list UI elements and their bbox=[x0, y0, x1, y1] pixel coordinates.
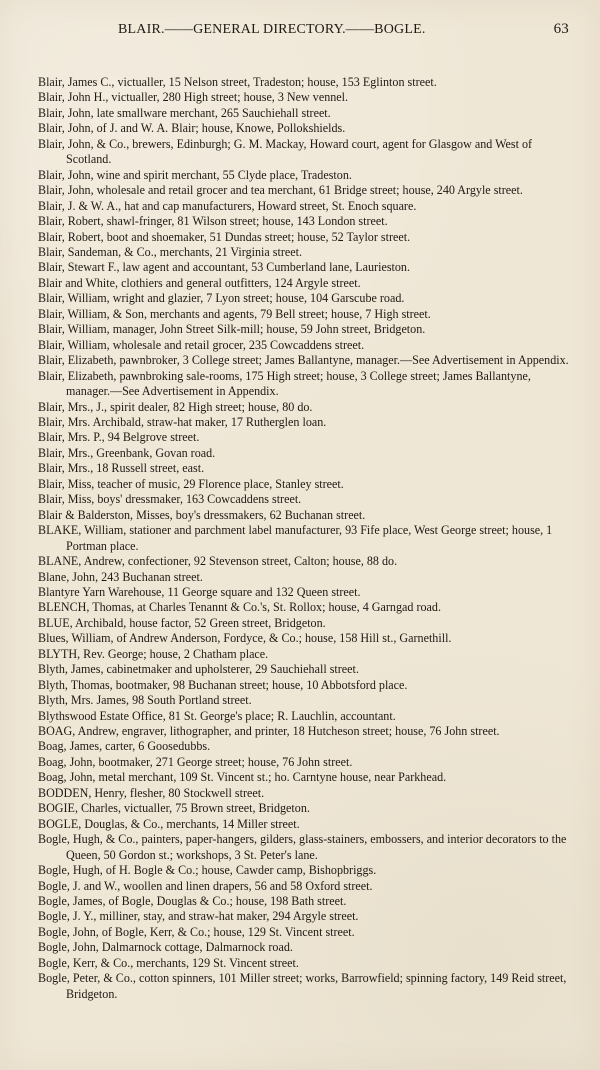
directory-entry: Blair, Miss, boys' dressmaker, 163 Cowcaddens street. bbox=[38, 492, 302, 507]
directory-entry: Blair, Elizabeth, pawnbroker, 3 College street; James Ballantyne, manager.—See Advertisement in Appendix. bbox=[38, 353, 569, 368]
directory-entry: Blair, William, manager, John Street Silk-mill; house, 59 John street, Bridgeton. bbox=[38, 322, 426, 337]
directory-entry: Blyth, Mrs. James, 98 South Portland street. bbox=[38, 693, 252, 708]
directory-entry: Blues, William, of Andrew Anderson, Fordyce, & Co.; house, 158 Hill st., Garnethill. bbox=[38, 631, 452, 646]
directory-entry: BOGIE, Charles, victualler, 75 Brown street, Bridgeton. bbox=[38, 801, 310, 816]
directory-entry: Blair, Mrs., J., spirit dealer, 82 High street; house, 80 do. bbox=[38, 399, 313, 414]
directory-entry: Blair, Robert, boot and shoemaker, 51 Dundas street; house, 52 Taylor street. bbox=[38, 229, 411, 244]
directory-entry: Blyth, Thomas, bootmaker, 98 Buchanan street; house, 10 Abbotsford place. bbox=[38, 677, 408, 692]
directory-entry: Blair, Sandeman, & Co., merchants, 21 Virginia street. bbox=[38, 244, 303, 259]
directory-entry: Bogle, John, Dalmarnock cottage, Dalmarnock road. bbox=[38, 940, 293, 955]
directory-entry: Blair, Elizabeth, pawnbroking sale-rooms, 175 High street; house, 3 College street; James Ballantyne, manager.—See Advertisement in Appendix. bbox=[38, 368, 531, 399]
directory-entry: Blane, John, 243 Buchanan street. bbox=[38, 569, 203, 584]
directory-entry: Blair, William, wholesale and retail grocer, 235 Cowcaddens street. bbox=[38, 337, 365, 352]
directory-entry: Blair & Balderston, Misses, boy's dressmakers, 62 Buchanan street. bbox=[38, 507, 366, 522]
directory-entry: Blair, John, & Co., brewers, Edinburgh; G. M. Mackay, Howard court, agent for Glasgow and West of Scotland. bbox=[38, 136, 533, 167]
directory-entry: BLAKE, William, stationer and parchment label manufacturer, 93 Fife place, West George street; house, 1 Portman place. bbox=[38, 523, 553, 553]
directory-entry: Blair, Robert, shawl-fringer, 81 Wilson street; house, 143 London street. bbox=[38, 214, 388, 229]
directory-entry: Blair, John, late smallware merchant, 265 Sauchiehall street. bbox=[38, 105, 331, 120]
directory-entry: BLENCH, Thomas, at Charles Tenannt & Co.'s, St. Rollox; house, 4 Garngad road. bbox=[38, 600, 441, 615]
directory-entry: Blair, John, of J. and W. A. Blair; house, Knowe, Pollokshields. bbox=[38, 121, 346, 136]
directory-entry: Blair, J. & W. A., hat and cap manufacturers, Howard street, St. Enoch square. bbox=[38, 198, 417, 213]
directory-entry: Blantyre Yarn Warehouse, 11 George square and 132 Queen street. bbox=[38, 584, 361, 599]
page-header bbox=[38, 20, 570, 44]
directory-entry: Bogle, James, of Bogle, Douglas & Co.; house, 198 Bath street. bbox=[38, 894, 347, 909]
directory-entry: Boag, John, metal merchant, 109 St. Vincent st.; ho. Carntyne house, near Parkhead. bbox=[38, 770, 447, 785]
directory-entry: Blair, William, wright and glazier, 7 Lyon street; house, 104 Garscube road. bbox=[38, 291, 405, 306]
directory-entry: Bogle, Peter, & Co., cotton spinners, 101 Miller street; works, Barrowfield; spinning factory, 149 Reid street, Bridgeton. bbox=[38, 971, 567, 1001]
directory-entry: Blair and White, clothiers and general outfitters, 124 Argyle street. bbox=[38, 275, 361, 290]
directory-entry: Blyth, James, cabinetmaker and upholsterer, 29 Sauchiehall street. bbox=[38, 662, 359, 677]
directory-entry: BOGLE, Douglas, & Co., merchants, 14 Miller street. bbox=[38, 816, 300, 831]
directory-entry: Blair, William, & Son, merchants and agents, 79 Bell street; house, 7 High street. bbox=[38, 306, 431, 321]
directory-entry: BLANE, Andrew, confectioner, 92 Stevenson street, Calton; house, 88 do. bbox=[38, 554, 398, 569]
directory-entries bbox=[38, 75, 570, 1002]
directory-entry: Blythswood Estate Office, 81 St. George's place; R. Lauchlin, accountant. bbox=[38, 708, 396, 723]
directory-entry: Blair, Mrs., Greenbank, Govan road. bbox=[38, 445, 216, 460]
directory-entry: Blair, John, wholesale and retail grocer and tea merchant, 61 Bridge street; house, 240 Argyle street. bbox=[38, 183, 523, 198]
directory-entry: Blair, Mrs. Archibald, straw-hat maker, 17 Rutherglen loan. bbox=[38, 414, 327, 429]
directory-entry: Blair, James C., victualler, 15 Nelson street, Tradeston; house, 153 Eglinton street. bbox=[38, 75, 437, 89]
directory-entry: Boag, James, carter, 6 Goosedubbs. bbox=[38, 739, 211, 754]
directory-entry: Boag, John, bootmaker, 271 George street; house, 76 John street. bbox=[38, 754, 353, 769]
directory-entry: Bogle, John, of Bogle, Kerr, & Co.; house, 129 St. Vincent street. bbox=[38, 924, 355, 939]
directory-entry: BLYTH, Rev. George; house, 2 Chatham place. bbox=[38, 646, 269, 661]
directory-entry: Blair, Mrs. P., 94 Belgrove street. bbox=[38, 430, 200, 445]
directory-entry: Blair, John, wine and spirit merchant, 55 Clyde place, Tradeston. bbox=[38, 167, 352, 182]
directory-entry: Bogle, J. Y., milliner, stay, and straw-hat maker, 294 Argyle street. bbox=[38, 909, 359, 924]
directory-entry: Bogle, Hugh, of H. Bogle & Co.; house, Cawder camp, Bishopbriggs. bbox=[38, 863, 377, 878]
directory-entry: Blair, John H., victualler, 280 High street; house, 3 New vennel. bbox=[38, 90, 349, 105]
page-number: 63 bbox=[553, 21, 569, 37]
running-head: BLAIR.——GENERAL DIRECTORY.——BOGLE. bbox=[118, 22, 426, 37]
directory-entry: Blair, Stewart F., law agent and accountant, 53 Cumberland lane, Laurieston. bbox=[38, 260, 411, 275]
directory-entry: Blair, Miss, teacher of music, 29 Florence place, Stanley street. bbox=[38, 476, 344, 491]
directory-entry: BOAG, Andrew, engraver, lithographer, and printer, 18 Hutcheson street; house, 76 John street. bbox=[38, 724, 500, 739]
directory-entry: Bogle, Hugh, & Co., painters, paper-hangers, gilders, glass-stainers, embossers, and interior decorators to the Queen, 50 Gordon st.; workshops, 3 St. Peter's lane. bbox=[38, 832, 567, 862]
directory-entry: BLUE, Archibald, house factor, 52 Green street, Bridgeton. bbox=[38, 615, 326, 630]
directory-entry: Blair, Mrs., 18 Russell street, east. bbox=[38, 461, 205, 476]
directory-entry: BODDEN, Henry, flesher, 80 Stockwell street. bbox=[38, 785, 265, 800]
directory-entry: Bogle, Kerr, & Co., merchants, 129 St. Vincent street. bbox=[38, 955, 299, 970]
directory-entry: Bogle, J. and W., woollen and linen drapers, 56 and 58 Oxford street. bbox=[38, 878, 373, 893]
